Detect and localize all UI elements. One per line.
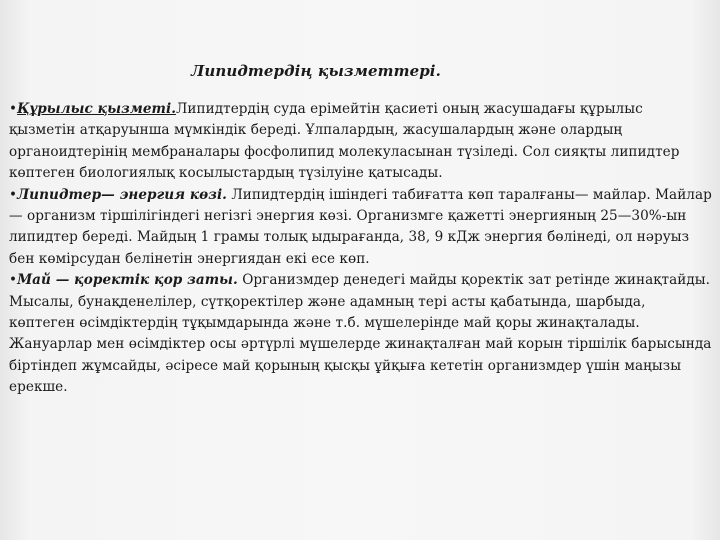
- bullet: •: [9, 186, 18, 203]
- paragraph-lead: Май — қоректік қор заты.: [17, 272, 238, 289]
- paragraph-structural-function: [9, 99, 713, 185]
- paragraph-text: Организмдер денедегі майды қоректік зат ретінде жинақтайды. Мысалы, бунақденелілер, сүтқоректілер және адамның тері асты қабатында, шарбыда, көптеген өсімдіктердің тұқымдарында және т.б. мүшелерінде май қоры жинақталады. Жануарлар мен өсімдіктер осы әртүрлі мүшелерде жинақталған май корын тіршілік барысында біртіндеп жұмсайды, әсіресе май қорының қысқы ұйқыға кететін организмдер үшін маңызы ерекше.: [9, 272, 712, 396]
- paragraph-text: Липидтердің ішіндегі табиғатта көп таралғаны— майлар. Майлар — организм тіршілігіндегі негізгі энергия көзі. Организмге қажетті энергияның 25—30%-ын липидтер береді. Майдың 1 грамы толық ыдырағанда, 38, 9 кДж энергия бөлінеді, ол нәруыз бен көмірсудан белінетін энергиядан екі есе көп.: [9, 186, 712, 267]
- slide-body: [9, 99, 713, 399]
- paragraph-energy-source: [9, 185, 713, 271]
- bullet: •: [9, 272, 18, 289]
- paragraph-text: Липидтердің суда ерімейтін қасиеті оның жасушадағы құрылыс қызметін атқаруынша мүмкіндік береді. Ұлпалардың, жасушалардың және олардың органоидтерінің мембраналары фосфолипид молекуласынан түзіледі. Сол сияқты липидтер көптеген биологиялық косылыстардың түзілуіне қатысады.: [9, 101, 680, 182]
- paragraph-lead: Құрылыс қызметі.: [17, 101, 176, 117]
- bullet: •: [9, 101, 18, 117]
- slide-title: Липидтердің қызметтері.: [191, 62, 441, 80]
- paragraph-lead: Липидтер— энергия көзі.: [17, 186, 227, 203]
- paragraph-nutrient-reserve: [9, 270, 713, 398]
